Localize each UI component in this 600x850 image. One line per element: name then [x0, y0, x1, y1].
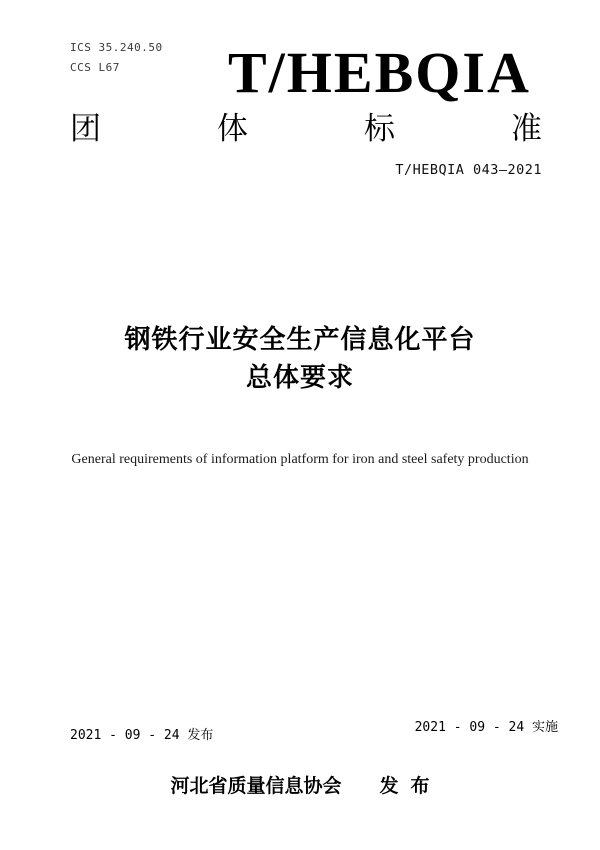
document-title-line1: 钢铁行业安全生产信息化平台: [124, 324, 476, 354]
standard-type-char-4: 准: [511, 111, 542, 146]
ccs-code: CCS L67: [70, 61, 120, 74]
implement-date: 2021 - 09 - 24 实施: [414, 720, 558, 735]
publisher-name: 河北省质量信息协会: [170, 776, 342, 797]
standard-type-char-1: 团: [70, 111, 101, 146]
issue-date: 2021 - 09 - 24 发布: [70, 728, 214, 743]
publisher-line: [0, 771, 600, 798]
classification-codes: [70, 38, 163, 78]
standard-type-char-2: 体: [217, 111, 248, 146]
ics-code: ICS 35.240.50: [70, 41, 163, 54]
standard-number: T/HEBQIA 043—2021: [395, 162, 542, 178]
document-title: [0, 320, 600, 396]
document-title-line2: 总体要求: [245, 362, 354, 392]
standard-type-char-3: 标: [364, 111, 395, 146]
publisher-action-label: 发布: [379, 776, 442, 797]
standard-type-label: [70, 110, 542, 147]
association-logo-text: T/HEBQIA: [228, 40, 531, 105]
document-title-english: General requirements of information platform for iron and steel safety production: [71, 452, 529, 467]
